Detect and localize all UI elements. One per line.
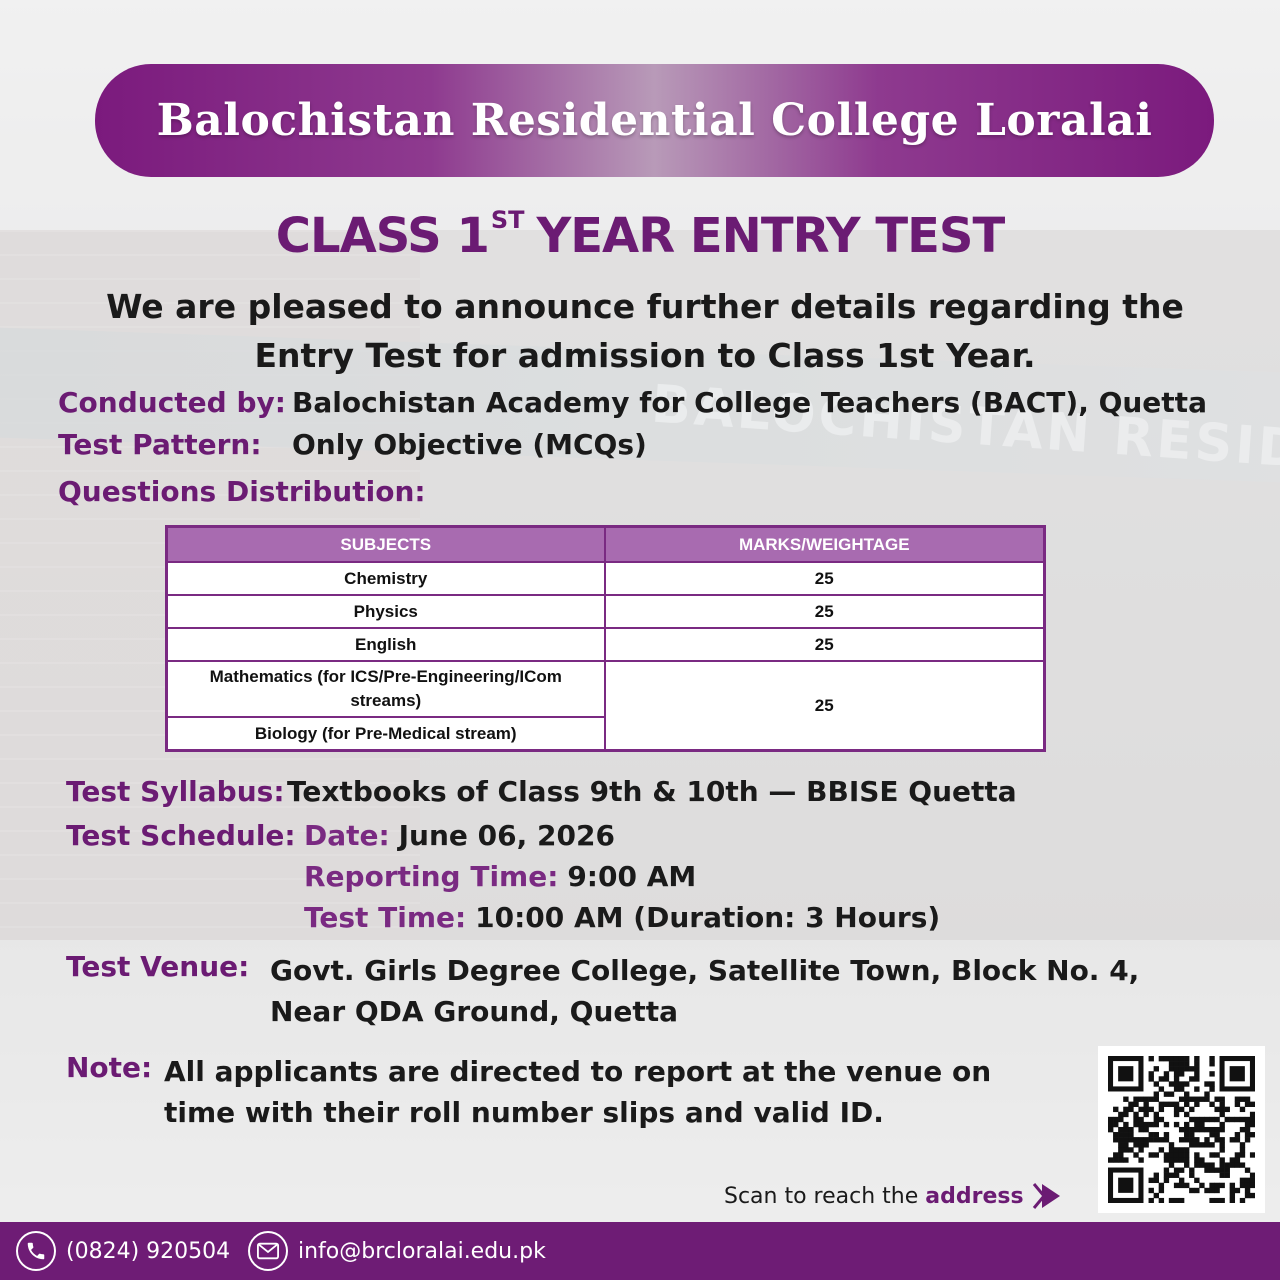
arrow-right-icon [1032,1182,1062,1210]
conducted-by-row [58,386,1207,419]
venue-label: Test Venue: [66,950,250,983]
subject-cell: Biology (for Pre-Medical stream) [167,717,605,751]
distribution-label: Questions Distribution: [58,475,426,508]
schedule-date [304,819,615,852]
conducted-by-label: Conducted by: [58,386,286,419]
mail-icon [248,1231,288,1271]
phone-number: (0824) 920504 [66,1238,231,1264]
test-pattern-label: Test Pattern: [58,428,262,461]
note-row [66,1051,152,1084]
qr-code[interactable] [1098,1046,1265,1213]
venue-value [270,950,1139,1032]
reporting-label: Reporting Time: [304,860,559,893]
marks-cell: 25 [605,562,1045,595]
table-row [167,628,1045,661]
subject-cell: Mathematics (for ICS/Pre-Engineering/ICom streams) [167,661,605,717]
syllabus-label: Test Syllabus: [66,775,285,808]
date-value: June 06, 2026 [398,819,615,852]
schedule-label-row [66,819,296,852]
subject-cell: Chemistry [167,562,605,595]
schedule-reporting [304,860,696,893]
test-time-value: 10:00 AM (Duration: 3 Hours) [475,901,941,934]
qr-code-pattern [1108,1056,1255,1203]
test-pattern-row [58,428,647,461]
college-name: Balochistan Residential College Loralai [156,95,1153,146]
venue-line-1: Govt. Girls Degree College, Satellite Town, Block No. 4, [270,954,1140,987]
marks-cell: 25 [605,661,1045,751]
distribution-row [58,475,426,508]
title-superscript: ST [490,206,525,234]
page-title [0,206,1280,264]
schedule-test-time [304,901,940,934]
phone-icon [16,1231,56,1271]
schedule-label: Test Schedule: [66,819,296,852]
subject-cell: English [167,628,605,661]
footer-email[interactable] [248,1222,546,1280]
scan-text: Scan to reach the [724,1183,919,1209]
syllabus-row [66,775,1017,808]
test-pattern-value: Only Objective (MCQs) [292,428,647,461]
syllabus-value: Textbooks of Class 9th & 10th — BBISE Quetta [287,775,1017,808]
test-time-label: Test Time: [304,901,467,934]
intro-text: We are pleased to announce further details regarding the Entry Test for admission to Class 1st Year. [106,287,1184,375]
conducted-by-value: Balochistan Academy for College Teachers (BACT), Quetta [292,386,1207,419]
title-banner [95,64,1214,177]
table-row [167,661,1045,717]
table-row [167,562,1045,595]
questions-distribution-table [165,525,1046,752]
header-subjects: SUBJECTS [167,527,605,563]
date-label: Date: [304,819,390,852]
marks-cell: 25 [605,628,1045,661]
marks-cell: 25 [605,595,1045,628]
table-header-row [167,527,1045,563]
note-value: All applicants are directed to report at the venue on time with their roll number slips and valid ID. [164,1055,992,1129]
scan-caption [724,1182,1062,1210]
title-suffix: YEAR ENTRY TEST [536,208,1005,264]
venue-line-2: Near QDA Ground, Quetta [270,995,679,1028]
title-prefix: CLASS 1 [275,208,489,264]
table-row [167,595,1045,628]
scan-highlight: address [925,1183,1024,1209]
footer-phone[interactable] [16,1222,230,1280]
header-marks: MARKS/WEIGHTAGE [605,527,1045,563]
note-label: Note: [66,1051,153,1084]
footer-bar [0,1222,1280,1280]
email-address: info@brcloralai.edu.pk [298,1238,546,1264]
venue-row [66,950,249,983]
subject-cell: Physics [167,595,605,628]
reporting-value: 9:00 AM [567,860,697,893]
